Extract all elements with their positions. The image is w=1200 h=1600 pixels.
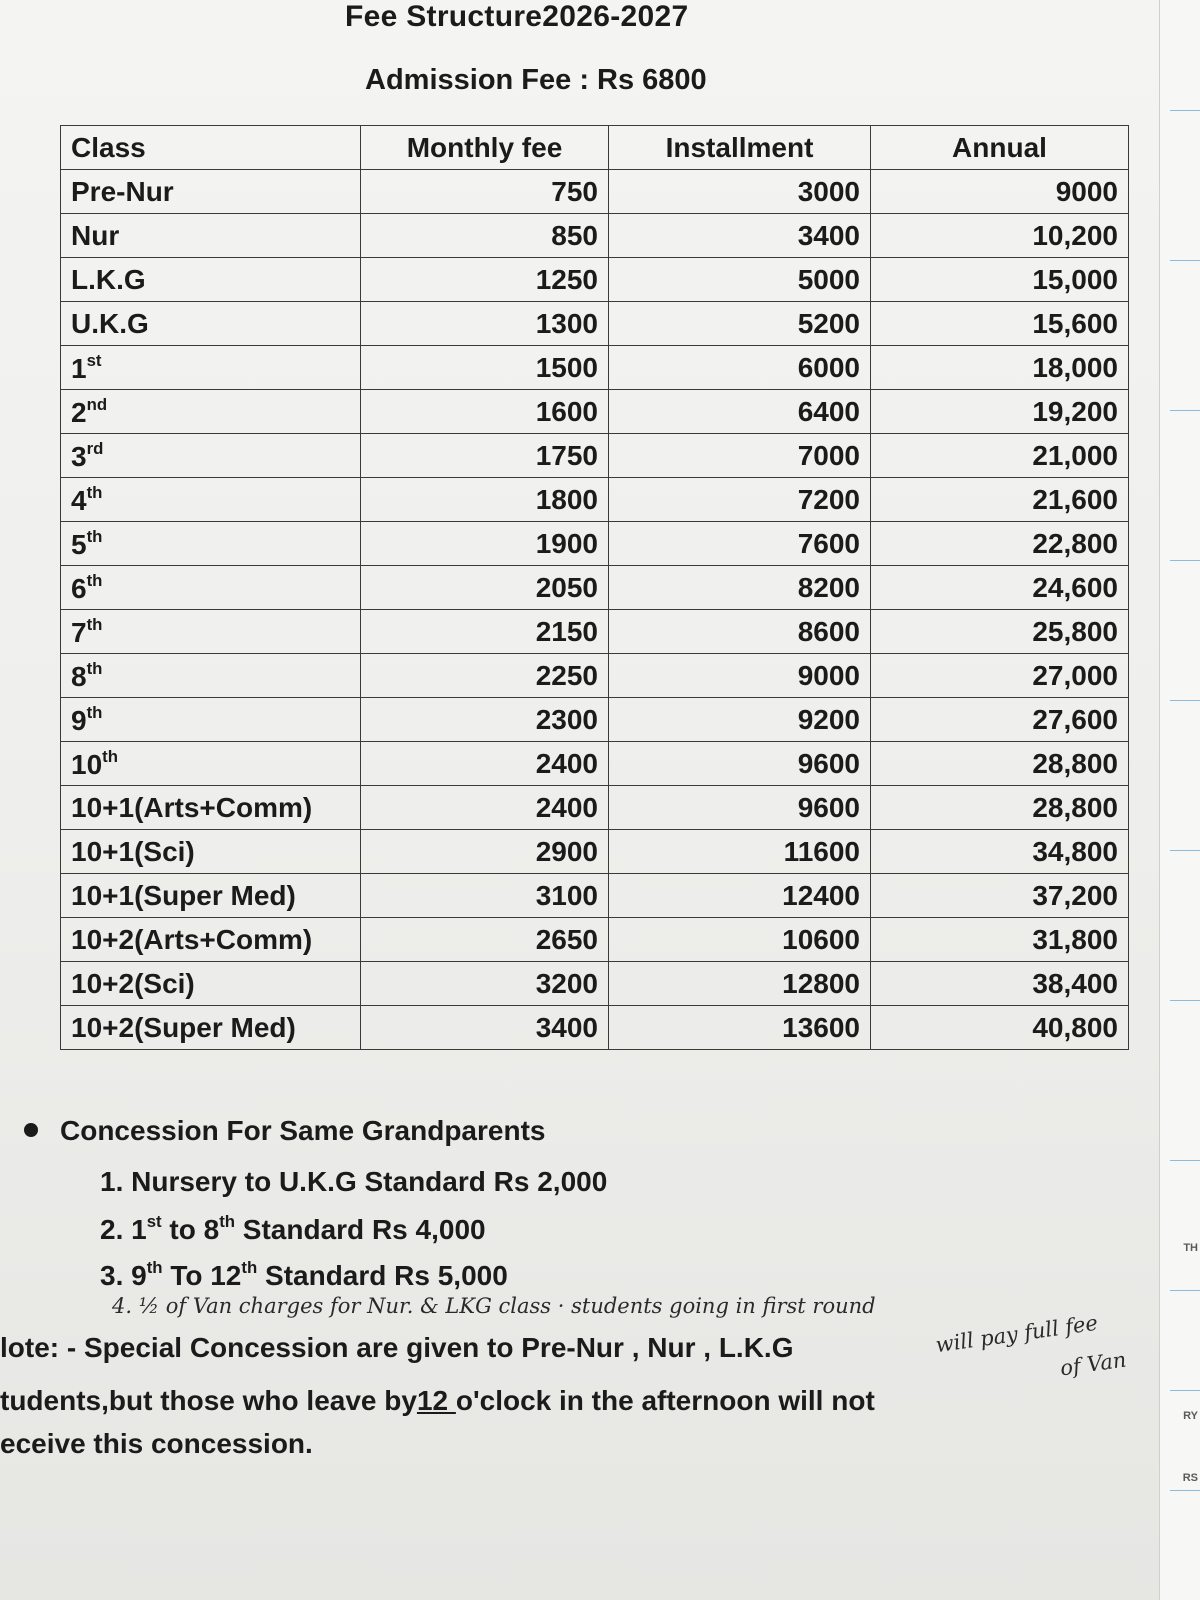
annual-cell: 28,800: [871, 786, 1129, 830]
class-cell: 1st: [61, 346, 361, 390]
table-row: [61, 742, 1129, 786]
annual-cell: 37,200: [871, 874, 1129, 918]
class-cell: 10+1(Sci): [61, 830, 361, 874]
admission-fee: Admission Fee : Rs 6800: [365, 64, 707, 96]
annual-cell: 27,000: [871, 654, 1129, 698]
monthly-fee-cell: 1600: [361, 390, 609, 434]
monthly-fee-cell: 2050: [361, 566, 609, 610]
monthly-fee-cell: 2400: [361, 742, 609, 786]
table-row: [61, 258, 1129, 302]
concession-heading: Concession For Same Grandparents: [24, 1115, 545, 1147]
installment-cell: 5200: [609, 302, 871, 346]
monthly-fee-cell: 850: [361, 214, 609, 258]
fee-table: [60, 125, 1129, 1050]
table-row: [61, 654, 1129, 698]
installment-cell: 3000: [609, 170, 871, 214]
table-row: [61, 214, 1129, 258]
annual-cell: 24,600: [871, 566, 1129, 610]
bullet-icon: [24, 1123, 38, 1137]
installment-cell: 3400: [609, 214, 871, 258]
class-cell: 10+1(Arts+Comm): [61, 786, 361, 830]
header-installment: Installment: [609, 126, 871, 170]
table-row: [61, 302, 1129, 346]
table-row: [61, 786, 1129, 830]
class-cell: 6th: [61, 566, 361, 610]
monthly-fee-cell: 1750: [361, 434, 609, 478]
annual-cell: 38,400: [871, 962, 1129, 1006]
table-row: [61, 1006, 1129, 1050]
monthly-fee-cell: 1800: [361, 478, 609, 522]
installment-cell: 6400: [609, 390, 871, 434]
monthly-fee-cell: 2300: [361, 698, 609, 742]
class-cell: U.K.G: [61, 302, 361, 346]
installment-cell: 10600: [609, 918, 871, 962]
annual-cell: 9000: [871, 170, 1129, 214]
annual-cell: 15,000: [871, 258, 1129, 302]
class-cell: 10+2(Arts+Comm): [61, 918, 361, 962]
installment-cell: 8600: [609, 610, 871, 654]
table-row: [61, 478, 1129, 522]
concession-item-2: 2. 1st to 8th Standard Rs 4,000: [100, 1212, 486, 1245]
table-row: [61, 566, 1129, 610]
note-line-1: lote: - Special Concession are given to Pre-Nur , Nur , L.K.G: [0, 1332, 794, 1363]
note-line-3: eceive this concession.: [0, 1428, 313, 1459]
annual-cell: 15,600: [871, 302, 1129, 346]
installment-cell: 6000: [609, 346, 871, 390]
installment-cell: 9600: [609, 742, 871, 786]
installment-cell: 11600: [609, 830, 871, 874]
table-row: [61, 346, 1129, 390]
edge-label: RY: [1183, 1410, 1198, 1422]
monthly-fee-cell: 2250: [361, 654, 609, 698]
class-cell: 9th: [61, 698, 361, 742]
monthly-fee-cell: 3100: [361, 874, 609, 918]
header-class: Class: [61, 126, 361, 170]
annual-cell: 31,800: [871, 918, 1129, 962]
annual-cell: 27,600: [871, 698, 1129, 742]
installment-cell: 9200: [609, 698, 871, 742]
concession-item-1: 1. Nursery to U.K.G Standard Rs 2,000: [100, 1166, 608, 1197]
class-cell: 10+2(Super Med): [61, 1006, 361, 1050]
monthly-fee-cell: 3200: [361, 962, 609, 1006]
monthly-fee-cell: 1300: [361, 302, 609, 346]
installment-cell: 12400: [609, 874, 871, 918]
edge-label: RS: [1182, 1472, 1198, 1484]
class-cell: 3rd: [61, 434, 361, 478]
annual-cell: 28,800: [871, 742, 1129, 786]
installment-cell: 13600: [609, 1006, 871, 1050]
table-row: [61, 434, 1129, 478]
installment-cell: 8200: [609, 566, 871, 610]
class-cell: 2nd: [61, 390, 361, 434]
table-header-row: [61, 126, 1129, 170]
table-row: [61, 170, 1129, 214]
note-line-2: tudents,but those who leave by12 o'clock in the afternoon will not: [0, 1385, 875, 1416]
table-row: [61, 610, 1129, 654]
class-cell: 4th: [61, 478, 361, 522]
installment-cell: 9600: [609, 786, 871, 830]
monthly-fee-cell: 1250: [361, 258, 609, 302]
annual-cell: 40,800: [871, 1006, 1129, 1050]
class-cell: 7th: [61, 610, 361, 654]
header-monthly-fee: Monthly fee: [361, 126, 609, 170]
table-row: [61, 522, 1129, 566]
table-row: [61, 830, 1129, 874]
table-row: [61, 962, 1129, 1006]
edge-label: TH: [1183, 1242, 1198, 1254]
class-cell: 10+2(Sci): [61, 962, 361, 1006]
installment-cell: 5000: [609, 258, 871, 302]
annual-cell: 25,800: [871, 610, 1129, 654]
annual-cell: 34,800: [871, 830, 1129, 874]
class-cell: 8th: [61, 654, 361, 698]
monthly-fee-cell: 2650: [361, 918, 609, 962]
annual-cell: 18,000: [871, 346, 1129, 390]
installment-cell: 7200: [609, 478, 871, 522]
installment-cell: 7600: [609, 522, 871, 566]
handwritten-note-line-1: 4. ½ of Van charges for Nur. & LKG class · students going in first round: [112, 1294, 876, 1318]
installment-cell: 9000: [609, 654, 871, 698]
monthly-fee-cell: 1500: [361, 346, 609, 390]
class-cell: 10th: [61, 742, 361, 786]
header-annual: Annual: [871, 126, 1129, 170]
monthly-fee-cell: 2150: [361, 610, 609, 654]
class-cell: L.K.G: [61, 258, 361, 302]
monthly-fee-cell: 750: [361, 170, 609, 214]
table-row: [61, 390, 1129, 434]
table-row: [61, 874, 1129, 918]
annual-cell: 19,200: [871, 390, 1129, 434]
class-cell: 5th: [61, 522, 361, 566]
class-cell: Pre-Nur: [61, 170, 361, 214]
monthly-fee-cell: 1900: [361, 522, 609, 566]
installment-cell: 12800: [609, 962, 871, 1006]
annual-cell: 22,800: [871, 522, 1129, 566]
table-row: [61, 698, 1129, 742]
installment-cell: 7000: [609, 434, 871, 478]
annual-cell: 10,200: [871, 214, 1129, 258]
monthly-fee-cell: 2900: [361, 830, 609, 874]
table-row: [61, 918, 1129, 962]
annual-cell: 21,600: [871, 478, 1129, 522]
monthly-fee-cell: 2400: [361, 786, 609, 830]
handwritten-note-line-2: will pay full fee: [934, 1310, 1100, 1358]
class-cell: Nur: [61, 214, 361, 258]
annual-cell: 21,000: [871, 434, 1129, 478]
underlying-sheet: [1159, 0, 1200, 1600]
handwritten-note-line-3: of Van: [1058, 1347, 1128, 1381]
concession-item-3: 3. 9th To 12th Standard Rs 5,000: [100, 1258, 508, 1291]
class-cell: 10+1(Super Med): [61, 874, 361, 918]
monthly-fee-cell: 3400: [361, 1006, 609, 1050]
page-title: Fee Structure2026-2027: [345, 0, 689, 33]
